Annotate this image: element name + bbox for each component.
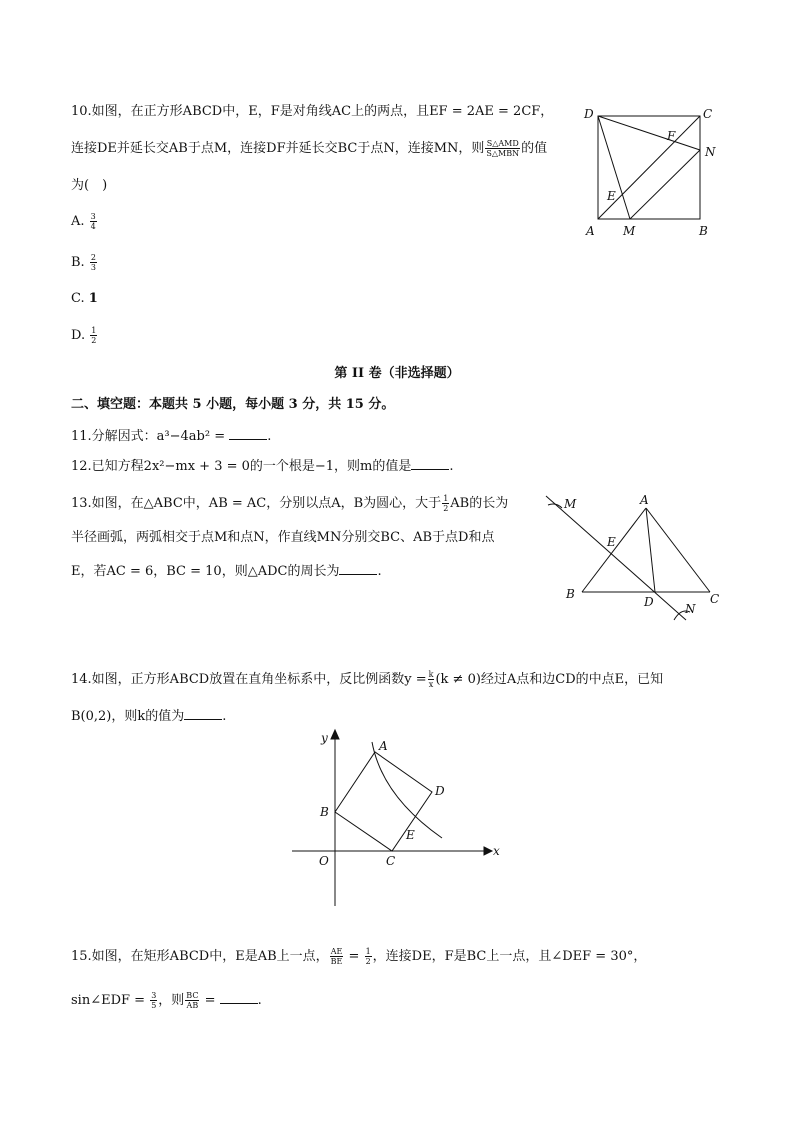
label-a: A xyxy=(586,224,595,238)
label-f: F xyxy=(667,129,676,143)
section-instructions: 二、填空题：本题共 5 小题，每小题 3 分，共 15 分。 xyxy=(71,397,395,412)
answer-blank[interactable] xyxy=(411,456,449,470)
q10-option-c xyxy=(71,290,98,308)
option-b-num: 2 xyxy=(90,253,96,262)
q15-line2c: = xyxy=(200,993,220,1008)
q14-end: . xyxy=(222,709,227,724)
q15-line1 xyxy=(71,947,646,966)
q13-triangle-figure xyxy=(538,488,728,628)
q10-option-a xyxy=(71,212,98,231)
option-label: D. xyxy=(71,328,90,343)
q10-line2 xyxy=(71,139,547,158)
q13-end: . xyxy=(377,564,382,579)
label-n: N xyxy=(705,145,716,159)
q15-sin-den: 5 xyxy=(151,1001,157,1010)
q12-end: . xyxy=(449,459,454,474)
segment-dn xyxy=(598,116,700,150)
label-b: B xyxy=(320,805,329,819)
label-m: M xyxy=(564,497,577,511)
q13-line1a: 13.如图，在△ABC中，AB = AC，分别以点A，B为圆心，大于 xyxy=(71,496,442,511)
q10-line3: 为( ) xyxy=(71,178,108,193)
q10-option-b xyxy=(71,253,98,272)
label-d: D xyxy=(435,784,445,798)
label-b: B xyxy=(566,587,575,601)
q15-line1b: ，连接DE，F是BC上一点，且∠DEF = 30°， xyxy=(372,949,647,964)
x-axis-arrow-icon xyxy=(484,847,492,855)
label-y: y xyxy=(321,731,328,745)
square-abcd xyxy=(335,752,432,851)
segment-mn xyxy=(630,150,700,219)
option-c-value: 1 xyxy=(88,291,98,306)
label-e: E xyxy=(406,828,415,842)
q13-line2: 半径画弧，两弧相交于点M和点N，作直线MN分别交BC、AB于点D和点 xyxy=(71,530,495,545)
section-title: 第 II 卷（非选择题） xyxy=(334,366,460,381)
q14-k-den: x xyxy=(428,680,434,689)
segment-ad xyxy=(646,508,655,592)
q15-bc-den: AB xyxy=(186,1001,199,1010)
q14-line1 xyxy=(71,670,663,689)
option-label: C. xyxy=(71,291,89,306)
option-a-den: 4 xyxy=(90,222,96,231)
label-e: E xyxy=(607,189,616,203)
answer-blank[interactable] xyxy=(339,561,377,575)
label-d: D xyxy=(584,107,594,121)
q12 xyxy=(71,456,454,476)
q15-ratio-num: AE xyxy=(330,947,343,956)
q14-k-num: k xyxy=(428,670,434,679)
option-b-den: 3 xyxy=(90,263,96,272)
q11-text: 11.分解因式：a³−4ab² = xyxy=(71,429,230,444)
label-c: C xyxy=(386,854,396,868)
q15-line1a: 15.如图，在矩形ABCD中，E是AB上一点， xyxy=(71,949,329,964)
side-ab xyxy=(582,508,646,592)
q10-line2a: 连接DE并延长交AB于点M，连接DF并延长交BC于点N，连接MN，则 xyxy=(71,141,485,156)
q13-line3-text: E，若AC = 6，BC = 10，则△ADC的周长为 xyxy=(71,564,340,579)
answer-blank[interactable] xyxy=(184,706,222,720)
q11-end: . xyxy=(267,429,272,444)
q15-eq: = xyxy=(344,949,364,964)
q15-bc-num: BC xyxy=(186,991,199,1000)
q13-line3 xyxy=(71,561,382,581)
q10-area-ratio xyxy=(485,139,520,158)
q14-line1b: (k ≠ 0)经过A点和边CD的中点E，已知 xyxy=(435,672,664,687)
option-label: B. xyxy=(71,255,89,270)
label-e: E xyxy=(607,535,616,549)
q10-ratio-den: S△MBN xyxy=(486,149,520,158)
side-ac xyxy=(646,508,710,592)
diagonal-ac xyxy=(598,116,700,219)
q15-half-num: 1 xyxy=(365,947,371,956)
q14-line1a: 14.如图，正方形ABCD放置在直角坐标系中，反比例函数y = xyxy=(71,672,427,687)
q14-line2 xyxy=(71,706,226,726)
line-mn xyxy=(546,496,686,620)
q10-ratio-num: S△AMD xyxy=(486,139,519,148)
label-o: O xyxy=(319,854,329,868)
option-a-num: 3 xyxy=(90,212,96,221)
q15-half-den: 2 xyxy=(365,957,371,966)
q15-sin-num: 3 xyxy=(151,991,157,1000)
option-label: A. xyxy=(71,214,89,229)
label-m: M xyxy=(623,224,636,238)
arc-m xyxy=(548,504,562,508)
q15-line2 xyxy=(71,990,262,1010)
q15-ratio-den: BE xyxy=(330,957,343,966)
q15-line2a: sin∠EDF = xyxy=(71,993,150,1008)
label-d: D xyxy=(644,595,654,609)
label-x: x xyxy=(493,844,500,858)
q13-line1b: AB的长为 xyxy=(450,496,509,511)
q10-option-d xyxy=(71,326,98,345)
label-n: N xyxy=(685,602,696,616)
q13-line1 xyxy=(71,494,508,513)
q14-coordinate-figure xyxy=(286,726,516,910)
q15-line2b: ，则 xyxy=(158,993,185,1008)
q13-half-den: 2 xyxy=(443,504,449,513)
y-axis-arrow-icon xyxy=(331,730,339,739)
q15-end: . xyxy=(257,993,262,1008)
q12-text: 12.已知方程2x²−mx + 3 = 0的一个根是−1，则m的值是 xyxy=(71,459,412,474)
answer-blank[interactable] xyxy=(229,426,267,440)
answer-blank[interactable] xyxy=(220,990,258,1004)
q11 xyxy=(71,426,271,446)
label-c: C xyxy=(703,107,713,121)
option-d-num: 1 xyxy=(91,326,97,335)
label-a: A xyxy=(379,739,388,753)
q10-line1: 10.如图，在正方形ABCD中，E，F是对角线AC上的两点，且EF = 2AE = 2CF， xyxy=(71,104,554,119)
hyperbola-curve xyxy=(372,742,442,838)
q13-half-num: 1 xyxy=(443,494,449,503)
q10-square-figure xyxy=(580,100,730,240)
label-a: A xyxy=(640,493,649,507)
q14-line2-text: B(0,2)，则k的值为 xyxy=(71,709,185,724)
option-d-den: 2 xyxy=(91,336,97,345)
q10-line2b: 的值 xyxy=(521,141,548,156)
label-c: C xyxy=(710,592,720,606)
label-b: B xyxy=(699,224,708,238)
